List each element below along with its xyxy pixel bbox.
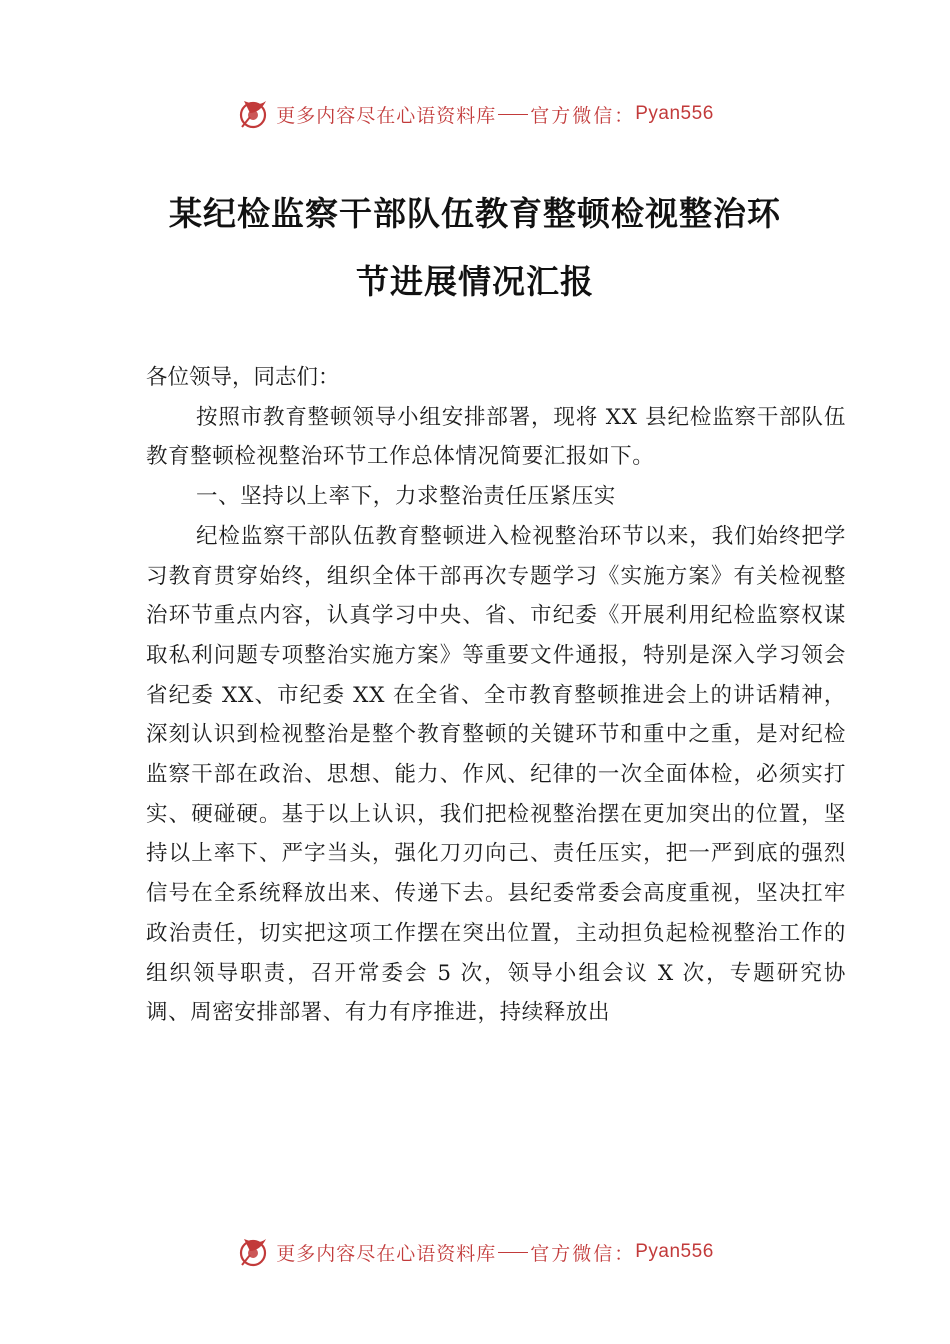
quill-logo-icon bbox=[236, 97, 270, 131]
document-title-line-2: 节进展情况汇报 bbox=[356, 262, 594, 301]
paragraph-section-1: 纪检监察干部队伍教育整顿进入检视整治环节以来，我们始终把学习教育贯穿始终，组织全体干部再次专题学习《实施方案》有关检视整治环节重点内容，认真学习中央、省、市纪委《开展利用纪检监察权谋取私利问题专项整治实施方案》等重要文件通报，特别是深入学习领会省纪委 XX、市纪委 XX 在全省、全市教育整顿推进会上的讲话精神，深刻认识到检视整治是整个教育整顿的关键环节和重中之重，是对纪检监察干部在政治、思想、能力、作风、纪律的一次全面体检，必须实打实、硬碰硬。基于以上认识，我们把检视整治摆在更加突出的位置，坚持以上率下、严字当头，强化刀刃向己、责任压实，把一严到底的强烈信号在全系统释放出来、传递下去。县纪委常委会高度重视，坚决扛牢政治责任，切实把这项工作摆在突出位置，主动担负起检视整治工作的组织领导职责，召开常委会 5 次，领导小组会议 X 次，专题研究协调、周密安排部署、有力有序推进，持续释放出 bbox=[146, 523, 846, 1026]
paragraph-intro: 按照市教育整顿领导小组安排部署，现将 XX 县纪检监察干部队伍教育整顿检视整治环节工作总体情况简要汇报如下。 bbox=[146, 404, 846, 470]
banner-official-label: 官方微信： bbox=[530, 1242, 636, 1265]
document-body bbox=[146, 358, 846, 1033]
footer-banner bbox=[0, 1230, 950, 1274]
header-banner bbox=[0, 92, 950, 136]
banner-wechat-id: Pyan556 bbox=[635, 1241, 714, 1262]
banner-divider bbox=[498, 1252, 528, 1253]
banner-brand-text: 更多内容尽在心语资料库 bbox=[276, 104, 497, 127]
banner-official-label: 官方微信： bbox=[530, 104, 636, 127]
salutation: 各位领导，同志们： bbox=[146, 365, 340, 390]
document-title-line-1: 某纪检监察干部队伍教育整顿检视整治环 bbox=[169, 194, 781, 233]
banner-divider bbox=[498, 114, 528, 115]
section-heading-1: 一、坚持以上率下，力求整治责任压紧压实 bbox=[196, 484, 616, 510]
quill-logo-icon bbox=[236, 1235, 270, 1269]
banner-wechat-id: Pyan556 bbox=[635, 103, 714, 124]
banner-brand-text: 更多内容尽在心语资料库 bbox=[276, 1242, 497, 1265]
